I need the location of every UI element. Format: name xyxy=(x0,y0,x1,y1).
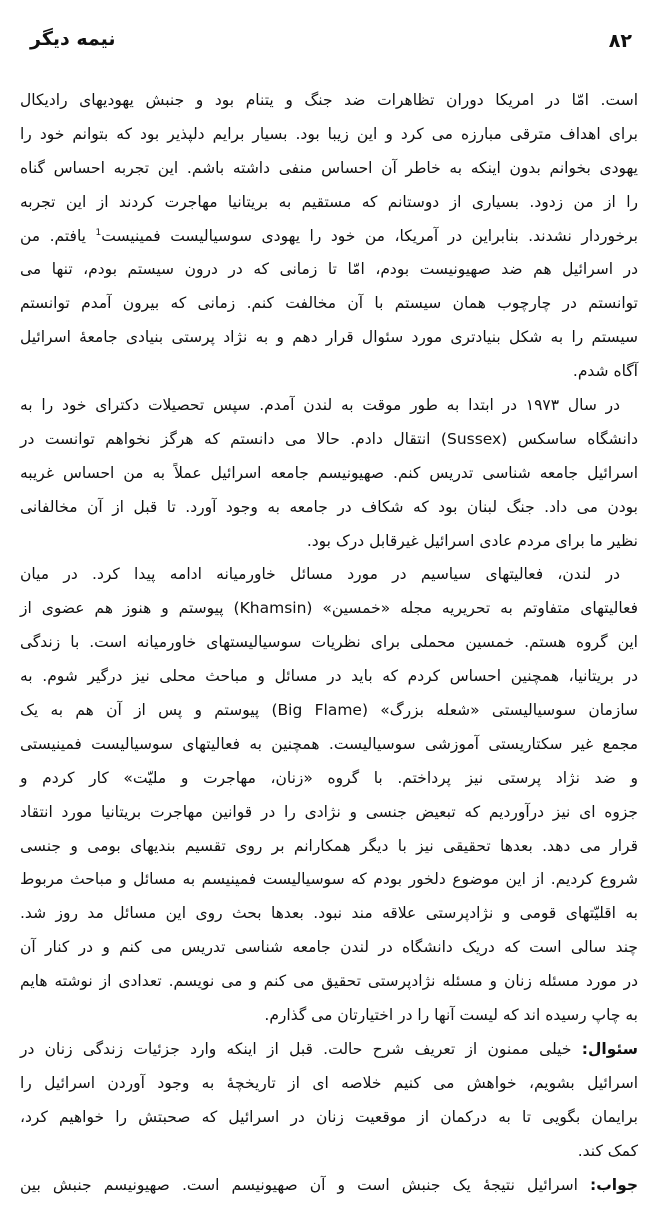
text-line: بودن می داد. جنگ لبنان بود که شکاف در جامعه به وجود آورد. تا قبل از آن مخالفانی xyxy=(20,497,638,516)
text-line: به چاپ رسیده اند که لیست آنها را در اختیارتان می گذارم. xyxy=(264,1006,638,1025)
line-text: برخوردار نشدند. بنابراین در آمریکا، من خود را یهودی سوسیالیست فمینیست xyxy=(101,226,638,245)
text-line: سازمان سوسیالیستی «شعله بزرگ» (Big Flame) پیوستم و پس از آن هم به یک xyxy=(20,701,638,720)
text-line: مجمع غیر سکتاریستی آموزشی سوسیالیست. همچنین به فعالیتهای سوسیالیست فمینیستی xyxy=(20,734,638,753)
page-header xyxy=(22,28,636,62)
text-line: برایمان بگویی تا به درکمان از موقعیت زنان در اسرائیل که صحبتش را خواهیم کرد، xyxy=(20,1107,638,1126)
answer-label: جواب: xyxy=(590,1175,638,1194)
text-line: سیستم را به شکل بنیادتری مورد سئوال قرار دهم و به نژاد پرستی بنیادی جامعهٔ اسرائیل xyxy=(20,328,638,347)
footnote-marker[interactable]: 1 xyxy=(95,227,102,238)
text-line: برای اهداف مترقی مبارزه می کرد و این زیبا بود. بسیار برایم دلپذیر بود که بتوانم خود را xyxy=(20,124,638,143)
text-line: قرار می دهد. بعدها تحقیقی نیز با دیگر همکارانم بر روی تقسیم بندیهای بومی و جنسی xyxy=(20,836,638,855)
text-line: این گروه هستم. خمسین محملی برای نظریات سوسیالیستهای خاورمیانه است. با زندگی xyxy=(20,633,638,652)
text-line: دانشگاه ساسکس (Sussex) انتقال دادم. حالا می دانستم که هرگز نخواهم توانست در xyxy=(20,429,638,448)
text-line: اسرائیل جامعه شناسی تدریس کنم. صهیونیسم جامعه اسرائیل عملاً به من احساس غریبه xyxy=(20,463,638,482)
page-number: ۸۲ xyxy=(608,30,632,52)
text-line: است. امّا در امریکا دوران تظاهرات ضد جنگ و یتنام بود و جنبش یهودیهای رادیکال xyxy=(20,91,638,109)
text-line: اسرائیل بشویم، خواهش می کنیم خلاصه ای از تاریخچهٔ به وجود آوردن اسرائیل را xyxy=(20,1073,638,1092)
text-line: در لندن، فعالیتهای سیاسیم در مورد مسائل خاورمیانه ادامه پیدا کرد. در میان xyxy=(20,565,620,584)
text-line: در بریتانیا، همچنین احساس کردم که باید در مسائل و مباحث محلی نیز درگیر شوم. به xyxy=(20,667,638,686)
question-line xyxy=(20,1033,638,1067)
text-line: چند سالی است که دریک دانشگاه در لندن جامعه شناسی تدریس می کنم و در کنار آن xyxy=(20,938,638,957)
text-line: توانستم در چارچوب همان سیستم با آن مخالفت کنم. زمانی که بیرون آمدم توانستم xyxy=(20,294,638,313)
text-line: در اسرائیل هم ضد صهیونیست بودم، امّا تا زمانی که در درون سیستم بودم، تنها می xyxy=(20,260,638,279)
question-label: سئوال: xyxy=(581,1039,638,1058)
running-title: نیمه دیگر xyxy=(30,28,116,50)
text-line: جزوه ای نیز درآوردیم که تبعیض جنسی و نژادی را در قوانین مهاجرت بریتانیا مورد انتقاد xyxy=(20,802,638,821)
text-line: در سال ۱۹۷۳ در ابتدا به طور موقت به لندن آمدم. سپس تحصیلات دکترای خود را به xyxy=(20,396,620,415)
text-line: شروع کردیم. از این موضوع دلخور بودم که سوسیالیست فمینیسم به مسائل و مباحث مربوط xyxy=(20,870,638,889)
text-line: و ضد نژاد پرستی نیز پرداختم. با گروه «زنان، مهاجرت و ملیّت» کار کردم و xyxy=(20,768,638,787)
line-text: اسرائیل نتیجهٔ یک جنبش است و آن صهیونیسم است. صهیونیسم جنبش بین xyxy=(20,1175,578,1194)
line-text: یافتم. من xyxy=(20,226,86,245)
text-line: کمک کند. xyxy=(577,1141,638,1160)
line-text: خیلی ممنون از تعریف شرح حالت. قبل از اینکه وارد جزئیات زندگی زنان در xyxy=(20,1039,572,1058)
text-line: نظیر ما برای مردم عادی اسرائیل غیرقابل درک بود. xyxy=(306,531,638,550)
text-line: را از من زدود. بسیاری از دوستانم که مستقیم به بریتانیا مهاجرت کردند از این تجربه xyxy=(20,192,638,211)
text-line: یهودی بخوانم بدون اینکه به خاطر آن احساس منفی داشته باشم. این تجربه احساس گناه xyxy=(20,158,638,177)
answer-line xyxy=(20,1169,638,1203)
text-line: آگاه شدم. xyxy=(572,362,638,381)
page-body xyxy=(20,84,638,1202)
text-line xyxy=(20,220,638,254)
text-line: به اقلیّتهای قومی و نژادپرستی علاقه مند نبود. بعدها بحث روی این مسائل مد روز شد. xyxy=(20,904,638,923)
text-line: در مورد مسئله زنان و مسئله نژادپرستی تحقیق می کنم و می نویسم. تعدادی از نوشته هایم xyxy=(20,972,638,991)
text-line: فعالیتهای متفاوتم به تحریریه مجله «خمسین» (Khamsin) پیوستم و هنوز هم عضوی از xyxy=(20,599,638,618)
